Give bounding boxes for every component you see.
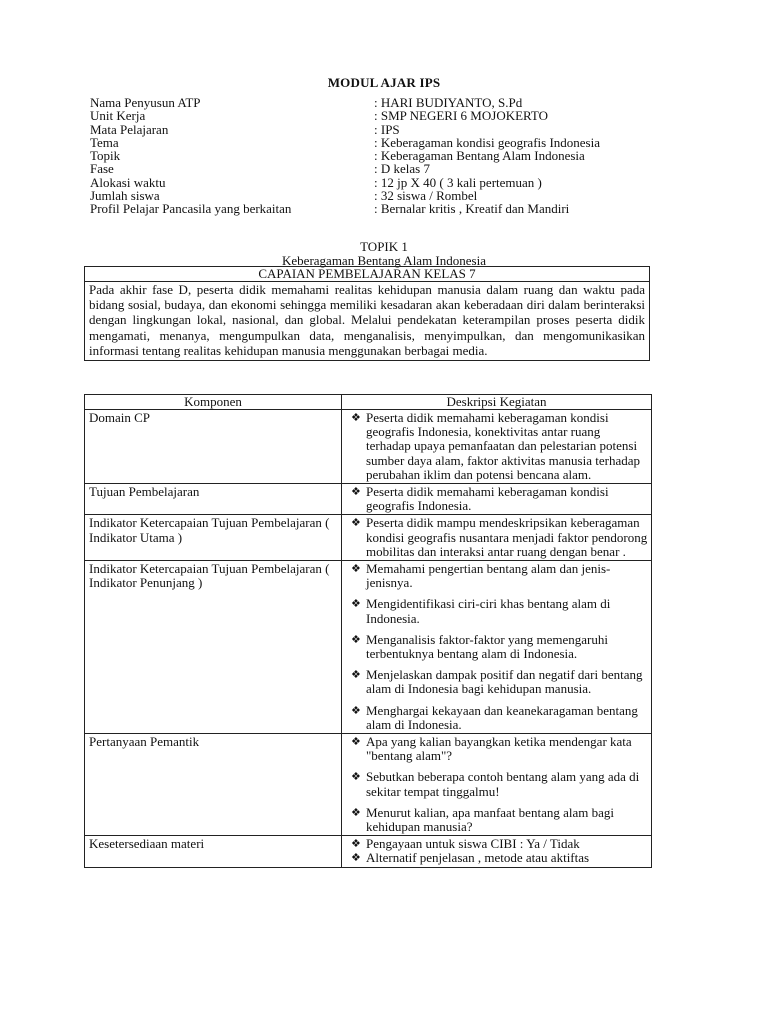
info-label: Tema — [90, 134, 119, 150]
info-value: : 12 jp X 40 ( 3 kali pertemuan ) — [374, 174, 542, 190]
info-value: : HARI BUDIYANTO, S.Pd — [374, 95, 523, 110]
list-item-text: Menghargai kekayaan dan keanekaragaman bentang alam di Indonesia. — [366, 702, 638, 732]
list-item-text: Menganalisis faktor-faktor yang memengaruhi terbentuknya bentang alam di Indonesia. — [366, 631, 608, 662]
info-label: Alokasi waktu — [90, 174, 166, 190]
diamond-bullet-icon: ❖ — [351, 598, 361, 611]
list-item — [346, 806, 648, 834]
table-row-trigger-questions — [85, 734, 652, 836]
column-header-description: Deskripsi Kegiatan — [342, 395, 652, 410]
row-description — [342, 410, 652, 484]
row-description — [342, 836, 652, 867]
info-value: : IPS — [374, 121, 400, 137]
table-header-row — [85, 395, 652, 410]
info-row-author — [90, 96, 690, 109]
diamond-bullet-icon: ❖ — [351, 633, 361, 646]
list-item-text: Apa yang kalian bayangkan ketika mendengar kata "bentang alam"? — [366, 734, 632, 764]
identity-section — [90, 96, 690, 216]
list-item — [346, 704, 648, 732]
diamond-bullet-icon: ❖ — [351, 771, 361, 784]
diamond-bullet-icon: ❖ — [351, 669, 361, 682]
info-row-subject — [90, 123, 690, 136]
list-item — [346, 851, 648, 865]
list-item — [346, 485, 648, 513]
row-description — [342, 734, 652, 836]
diamond-bullet-icon: ❖ — [351, 412, 361, 424]
topic-number: TOPIK 1 — [360, 239, 408, 254]
info-value: : Keberagaman kondisi geografis Indonesia — [374, 134, 600, 150]
row-description — [342, 515, 652, 561]
list-item — [346, 597, 648, 625]
list-item-text: Sebutkan beberapa contoh bentang alam yang ada di sekitar tempat tinggalmu! — [366, 769, 640, 799]
info-label: Jumlah siswa — [90, 188, 160, 204]
row-label: Pertanyaan Pemantik — [85, 734, 342, 836]
info-value: : D kelas 7 — [374, 161, 430, 177]
components-table — [84, 394, 652, 868]
list-item — [346, 668, 648, 696]
info-value: : Keberagaman Bentang Alam Indonesia — [374, 148, 585, 164]
list-item-text: Peserta didik memahami keberagaman kondisi geografis Indonesia. — [366, 484, 609, 514]
row-label: Domain CP — [85, 410, 342, 484]
list-item-text: Peserta didik mampu mendeskripsikan keberagaman kondisi geografis nusantara menjadi faktor pendorong mobilitas dan interaksi antar ruang dengan benar . — [366, 515, 648, 559]
info-label: Unit Kerja — [90, 108, 146, 124]
diamond-bullet-icon: ❖ — [351, 704, 361, 717]
row-description — [342, 561, 652, 734]
diamond-bullet-icon: ❖ — [351, 563, 361, 576]
table-row-learning-goal — [85, 484, 652, 515]
list-item — [346, 562, 648, 590]
table-row-supporting-indicator — [85, 561, 652, 734]
row-label: Indikator Ketercapaian Tujuan Pembelajaran ( Indikator Penunjang ) — [85, 561, 342, 734]
info-label: Profil Pelajar Pancasila yang berkaitan — [90, 201, 292, 217]
info-row-students — [90, 189, 690, 202]
topic-name: Keberagaman Bentang Alam Indonesia — [282, 253, 486, 268]
list-item — [346, 633, 648, 661]
info-row-unit — [90, 109, 690, 122]
capaian-table — [84, 266, 650, 361]
list-item-text: Pengayaan untuk siswa CIBI : Ya / Tidak — [366, 836, 580, 852]
row-label: Indikator Ketercapaian Tujuan Pembelajaran ( Indikator Utama ) — [85, 515, 342, 561]
row-label: Kesetersediaan materi — [85, 836, 342, 867]
diamond-bullet-icon: ❖ — [351, 838, 361, 851]
info-row-profile — [90, 202, 690, 215]
info-row-time — [90, 176, 690, 189]
list-item-text: Alternatif penjelasan , metode atau aktiftas — [366, 850, 590, 866]
capaian-header: CAPAIAN PEMBELAJARAN KELAS 7 — [85, 267, 650, 282]
list-item — [346, 735, 648, 763]
info-row-theme — [90, 136, 690, 149]
info-row-phase — [90, 162, 690, 175]
info-label: Mata Pelajaran — [90, 121, 169, 137]
info-label: Fase — [90, 161, 114, 177]
table-row-domain-cp — [85, 410, 652, 484]
list-item-text: Menurut kalian, apa manfaat bentang alam bagi kehidupan manusia? — [366, 804, 614, 835]
list-item — [346, 411, 648, 482]
list-item — [346, 837, 648, 851]
diamond-bullet-icon: ❖ — [351, 806, 361, 819]
capaian-text: Pada akhir fase D, peserta didik memahami realitas kehidupan manusia dalam ruang dan waktu pada bidang sosial, budaya, dan ekonomi sehingga memiliki kesadaran akan keberadaan diri dalam berinteraksi dengan lingkungan lokal, nasional, dan global. Melalui pendekatan keterampilan proses peserta didik mengamati, menanya, mengumpulkan data, menganalisis, menyimpulkan, dan mengomunikasikan informasi tentang realitas kehidupan manusia menggunakan berbagai media. — [85, 282, 650, 361]
row-label: Tujuan Pembelajaran — [85, 484, 342, 515]
info-value: : Bernalar kritis , Kreatif dan Mandiri — [374, 201, 570, 217]
table-row-material-availability — [85, 836, 652, 867]
list-item-text: Peserta didik memahami keberagaman kondisi geografis Indonesia, konektivitas antar ruang terhadap upaya pemanfaatan dan pelestarian potensi sumber daya alam, faktor aktivitas manusia terhadap perubahan iklim dan potensi bencana alam. — [366, 410, 640, 482]
document-title: MODUL AJAR IPS — [327, 75, 441, 90]
diamond-bullet-icon: ❖ — [351, 852, 361, 865]
list-item-text: Menjelaskan dampak positif dan negatif dari bentang alam di Indonesia bagi kehidupan manusia. — [366, 667, 643, 697]
row-description — [342, 484, 652, 515]
list-item-text: Mengidentifikasi ciri-ciri khas bentang alam di Indonesia. — [366, 596, 611, 626]
info-label: Topik — [90, 148, 121, 164]
list-item — [346, 516, 648, 559]
table-row-main-indicator — [85, 515, 652, 561]
list-item-text: Memahami pengertian bentang alam dan jenis-jenisnya. — [366, 561, 611, 591]
diamond-bullet-icon: ❖ — [351, 486, 361, 499]
info-row-topic — [90, 149, 690, 162]
info-label: Nama Penyusun ATP — [90, 95, 201, 110]
list-item — [346, 770, 648, 798]
diamond-bullet-icon: ❖ — [351, 736, 361, 749]
diamond-bullet-icon: ❖ — [351, 517, 361, 530]
column-header-component: Komponen — [85, 395, 342, 410]
info-value: : SMP NEGERI 6 MOJOKERTO — [374, 108, 549, 124]
info-value: : 32 siswa / Rombel — [374, 188, 478, 204]
